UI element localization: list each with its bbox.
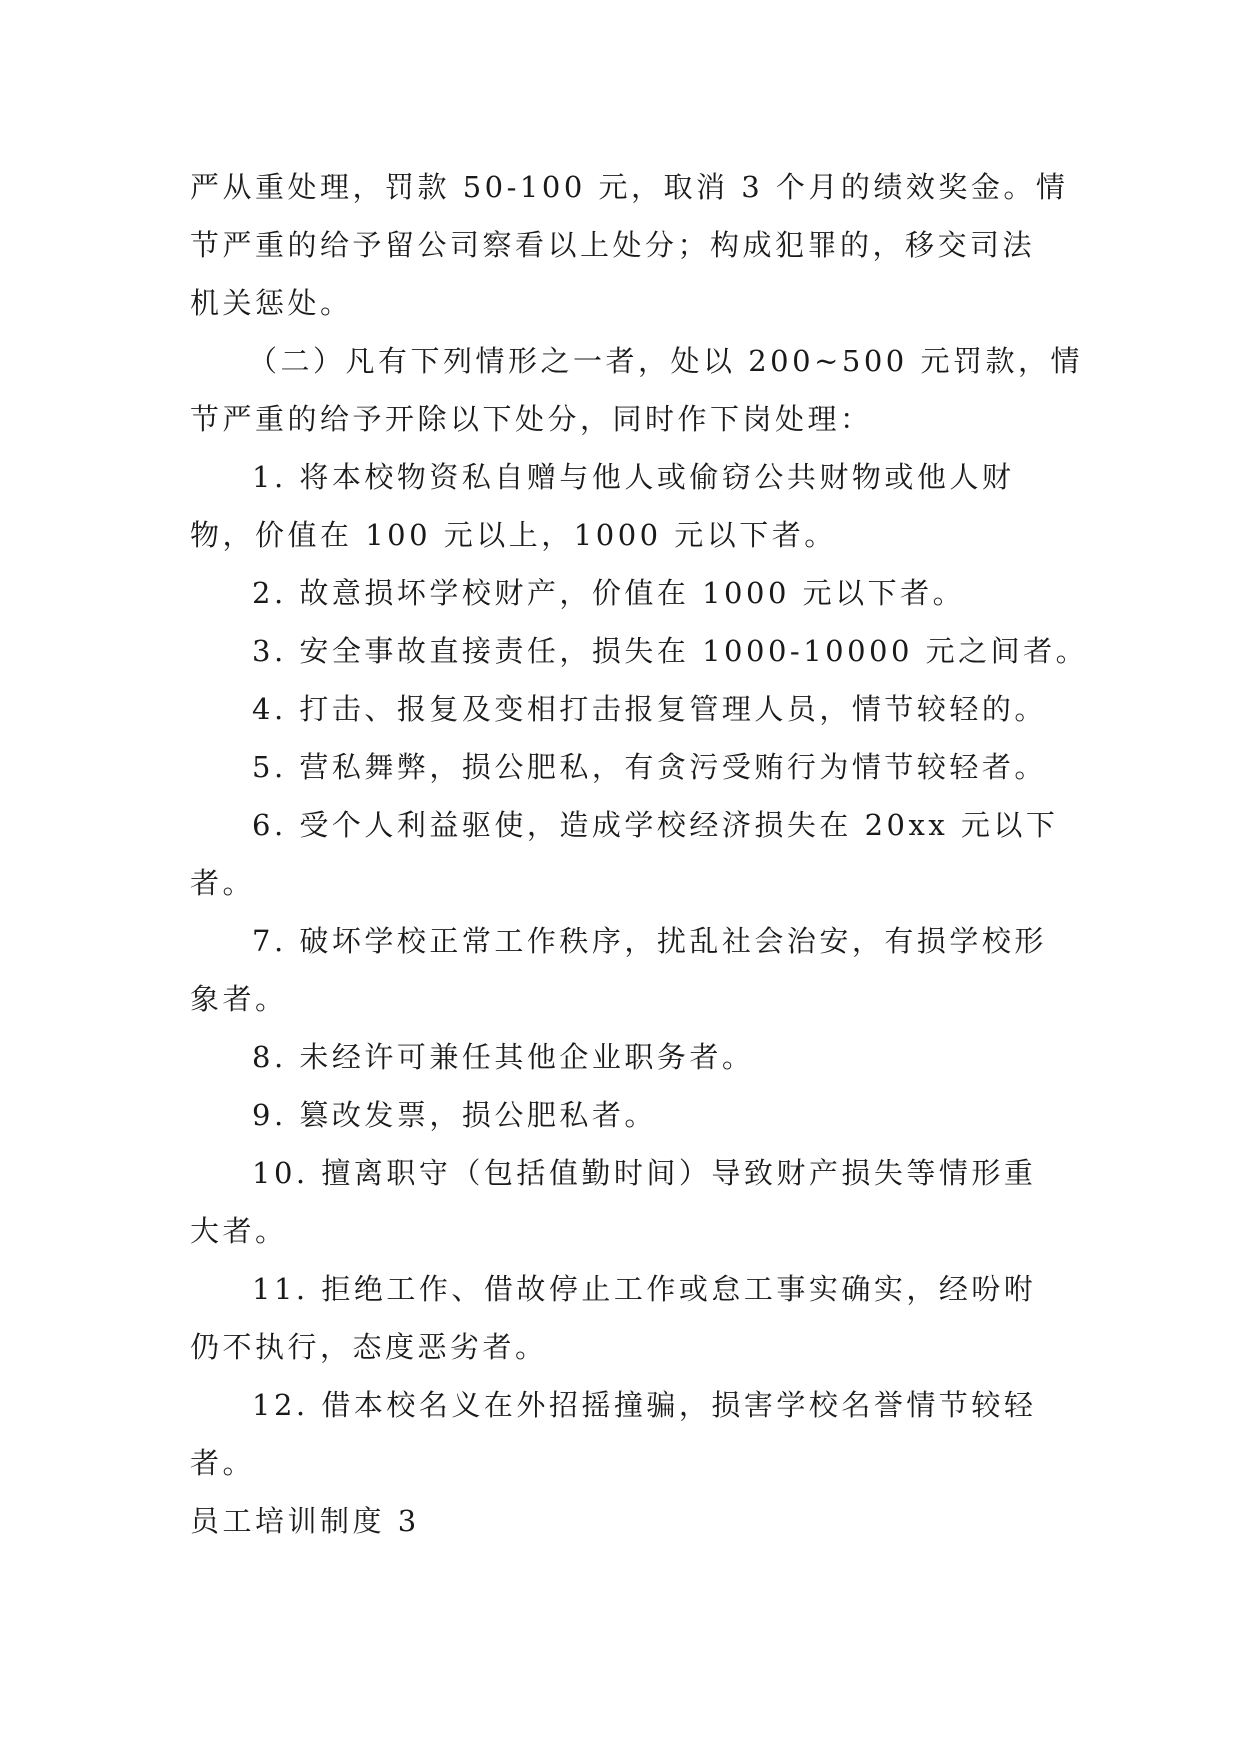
document-body <box>190 158 1089 1550</box>
list-item: 6. 受个人利益驱使，造成学校经济损失在 20xx 元以下 <box>252 808 1059 842</box>
text-line: 者。 <box>190 1446 256 1480</box>
list-item: 5. 营私舞弊，损公肥私，有贪污受贿行为情节较轻者。 <box>252 750 1047 784</box>
list-item: 7. 破坏学校正常工作秩序，扰乱社会治安，有损学校形 <box>252 924 1047 958</box>
list-item: 12. 借本校名义在外招摇撞骗，损害学校名誉情节较轻 <box>252 1388 1037 1422</box>
list-item: 4. 打击、报复及变相打击报复管理人员，情节较轻的。 <box>252 692 1047 726</box>
list-item: 3. 安全事故直接责任，损失在 1000-10000 元之间者。 <box>252 634 1089 668</box>
text-line: 大者。 <box>190 1214 288 1248</box>
text-line: 象者。 <box>190 982 288 1016</box>
text-line: 节严重的给予留公司察看以上处分；构成犯罪的，移交司法 <box>190 228 1036 262</box>
list-item: 8. 未经许可兼任其他企业职务者。 <box>252 1040 755 1074</box>
list-item: 9. 篡改发票，损公肥私者。 <box>252 1098 657 1132</box>
text-line: 者。 <box>190 866 256 900</box>
text-line: 节严重的给予开除以下处分，同时作下岗处理： <box>190 402 873 436</box>
text-line: 仍不执行，态度恶劣者。 <box>190 1330 548 1364</box>
list-item: 11. 拒绝工作、借故停止工作或怠工事实确实，经吩咐 <box>252 1272 1037 1306</box>
list-item: 10. 擅离职守（包括值勤时间）导致财产损失等情形重 <box>252 1156 1037 1190</box>
list-item: 1. 将本校物资私自赠与他人或偷窃公共财物或他人财 <box>252 460 1015 494</box>
text-line: 物，价值在 100 元以上，1000 元以下者。 <box>190 518 837 552</box>
section-title: 员工培训制度 3 <box>190 1504 420 1538</box>
text-line: 严从重处理，罚款 50-100 元，取消 3 个月的绩效奖金。情 <box>190 170 1069 204</box>
section-heading: （二）凡有下列情形之一者，处以 200~500 元罚款，情 <box>248 344 1083 378</box>
text-line: 机关惩处。 <box>190 286 353 320</box>
list-item: 2. 故意损坏学校财产，价值在 1000 元以下者。 <box>252 576 966 610</box>
